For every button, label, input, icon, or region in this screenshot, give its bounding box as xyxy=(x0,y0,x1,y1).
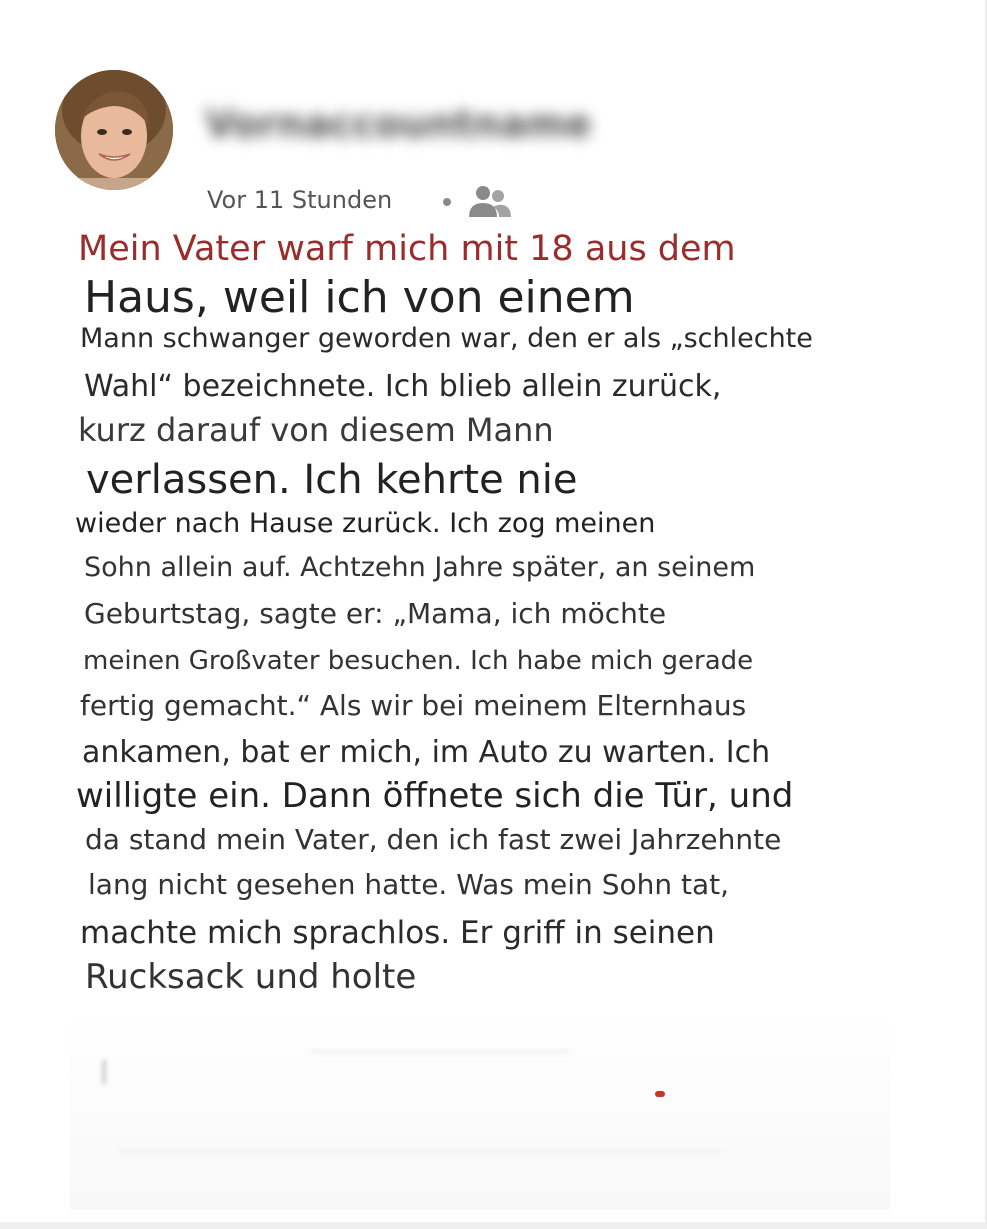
red-mark xyxy=(655,1091,665,1097)
post-text-line: meinen Großvater besuchen. Ich habe mich gerade xyxy=(83,646,754,676)
separator-dot xyxy=(443,198,451,206)
post-text-line: Sohn allein auf. Achtzehn Jahre später, an seinem xyxy=(84,552,756,583)
smudge-mark xyxy=(102,1060,106,1084)
post-text-line: wieder nach Hause zurück. Ich zog meinen xyxy=(75,508,656,539)
post-headline: Mein Vater warf mich mit 18 aus dem xyxy=(78,229,736,269)
post-text-line: Mann schwanger geworden war, den er als „schlechte xyxy=(80,323,813,354)
post-text-line: da stand mein Vater, den ich fast zwei Jahrzehnte xyxy=(85,823,782,856)
post-text-line: verlassen. Ich kehrte nie xyxy=(86,457,578,503)
people-icon xyxy=(466,183,512,221)
post-text-line: kurz darauf von diesem Mann xyxy=(78,411,554,449)
post-text-line: Geburtstag, sagte er: „Mama, ich möchte xyxy=(84,597,667,630)
post-text-line: willigte ein. Dann öffnete sich die Tür, und xyxy=(76,776,794,816)
smudge-mark xyxy=(310,1050,570,1053)
post-text-line: Wahl“ bezeichnete. Ich blieb allein zurück, xyxy=(84,369,722,404)
faded-content-area xyxy=(70,1010,890,1210)
post-text-line: machte mich sprachlos. Er griff in seinen xyxy=(80,915,715,951)
post-text-line: fertig gemacht.“ Als wir bei meinem Elternhaus xyxy=(80,689,747,722)
bottom-border xyxy=(0,1222,987,1229)
post-text-line: Rucksack und holte xyxy=(85,957,417,997)
username[interactable]: Vornaccountname xyxy=(205,102,592,146)
post-text-line: lang nicht gesehen hatte. Was mein Sohn tat, xyxy=(88,868,730,901)
post-timestamp[interactable]: Vor 11 Stunden xyxy=(207,186,393,214)
post-text-line: Haus, weil ich von einem xyxy=(84,272,635,323)
post-text-line: ankamen, bat er mich, im Auto zu warten. Ich xyxy=(82,735,771,770)
smudge-mark xyxy=(120,1150,720,1153)
avatar-image xyxy=(55,70,173,190)
avatar[interactable] xyxy=(55,70,173,190)
